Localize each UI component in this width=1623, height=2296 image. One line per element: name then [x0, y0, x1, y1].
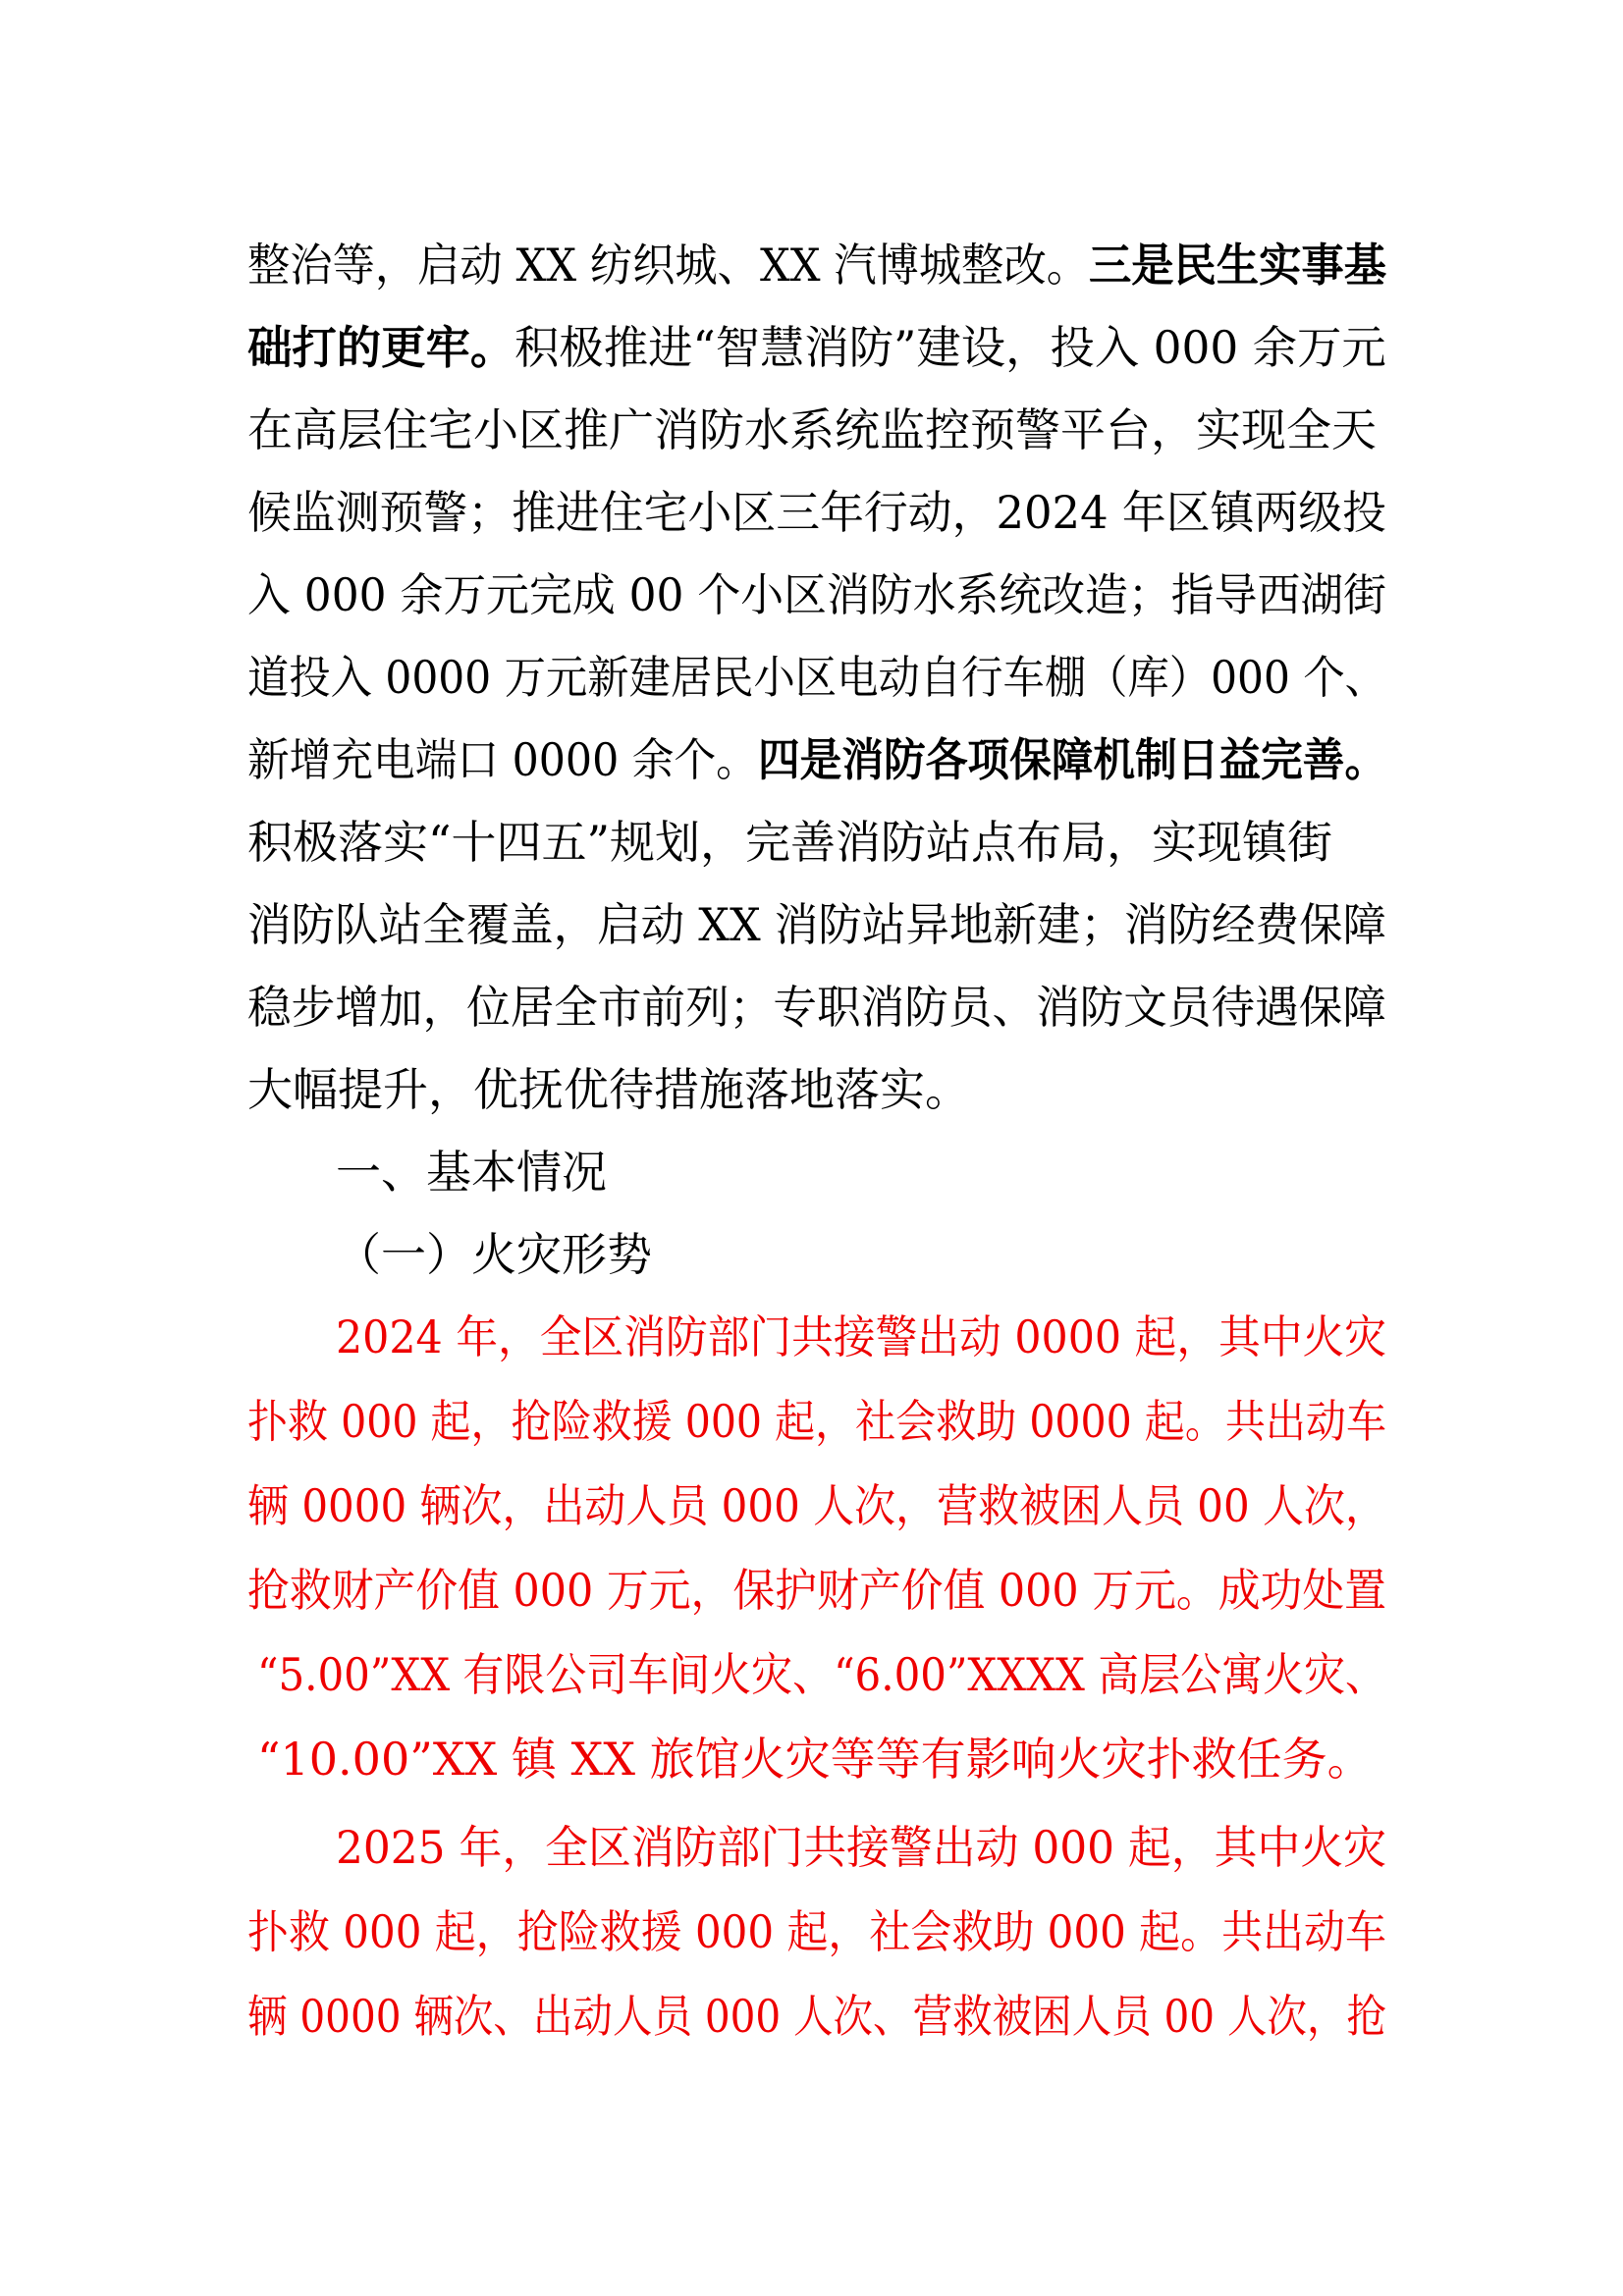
highlight-text-run: 扑救 000 起，抢险救援 000 起，社会救助 000 起。共出动车 — [247, 1905, 1386, 1958]
highlight-text-run: 2024 年，全区消防部门共接警出动 0000 起，其中火灾 — [336, 1310, 1386, 1363]
text-run: 候监测预警；推进住宅小区三年行动，2024 年区镇两级投 — [247, 486, 1386, 539]
paragraph-line — [0, 964, 1623, 1050]
highlight-text-run: 2025 年，全区消防部门共接警出动 000 起，其中火灾 — [336, 1821, 1386, 1874]
paragraph-line — [0, 1294, 1623, 1380]
text-run: 新增充电端口 0000 余个。 — [247, 733, 758, 786]
paragraph-line — [0, 387, 1623, 473]
highlight-text-run: 辆 0000 辆次、出动人员 000 人次、营救被困人员 00 人次，抢 — [247, 1990, 1386, 2043]
subsection-heading-text: （一）火灾形势 — [336, 1228, 652, 1281]
paragraph-line — [0, 1547, 1623, 1633]
paragraph-line — [0, 1973, 1623, 2059]
paragraph-line — [0, 304, 1623, 391]
text-run: 积极推进“智慧消防”建设，投入 000 余万元 — [514, 321, 1386, 374]
paragraph-line — [0, 552, 1623, 638]
paragraph-line — [0, 717, 1623, 803]
subsection-heading — [0, 1211, 1623, 1298]
highlight-text-run: “5.00”XX 有限公司车间火灾、“6.00”XXXX 高层公寓火灾、 — [257, 1648, 1386, 1701]
paragraph-line — [0, 881, 1623, 968]
bold-heading-run: 四是消防各项保障机制日益完善。 — [757, 733, 1386, 786]
highlight-text-run: 扑救 000 起，抢险救援 000 起，社会救助 0000 起。共出动车 — [247, 1395, 1386, 1448]
paragraph-line — [0, 1046, 1623, 1133]
text-run: 稳步增加，位居全市前列；专职消防员、消防文员待遇保障 — [247, 981, 1386, 1034]
paragraph-line — [0, 634, 1623, 721]
highlight-text-run: 辆 0000 辆次，出动人员 000 人次，营救被困人员 00 人次， — [247, 1479, 1386, 1532]
paragraph-line — [0, 799, 1623, 885]
highlight-text-run: 抢救财产价值 000 万元，保护财产价值 000 万元。成功处置 — [247, 1564, 1386, 1617]
paragraph-line — [0, 1716, 1623, 1802]
text-run: 道投入 0000 万元新建居民小区电动自行车棚（库）000 个、 — [247, 651, 1386, 704]
highlight-text-run: “10.00”XX 镇 XX 旅馆火灾等等有影响火灾扑救任务。 — [257, 1733, 1373, 1786]
text-run: 消防队站全覆盖，启动 XX 消防站异地新建；消防经费保障 — [247, 898, 1386, 951]
bold-heading-run: 三是民生实事基 — [1089, 239, 1386, 292]
text-run: 整治等，启动 XX 纺织城、XX 汽博城整改。 — [247, 239, 1090, 292]
bold-heading-run: 础打的更牢。 — [247, 321, 515, 374]
paragraph-line — [0, 1378, 1623, 1465]
text-run: 大幅提升，优抚优待措施落地落实。 — [247, 1063, 970, 1116]
paragraph-line — [0, 1889, 1623, 1975]
section-heading — [0, 1129, 1623, 1215]
paragraph-line — [0, 1631, 1623, 1718]
text-run: 积极落实“十四五”规划，完善消防站点布局，实现镇街 — [247, 816, 1333, 869]
paragraph-line — [0, 1463, 1623, 1549]
paragraph-line — [0, 1804, 1623, 1891]
text-run: 入 000 余万元完成 00 个小区消防水系统改造；指导西湖街 — [247, 568, 1386, 621]
section-heading-text: 一、基本情况 — [336, 1146, 607, 1199]
text-run: 在高层住宅小区推广消防水系统监控预警平台，实现全天 — [247, 403, 1377, 456]
paragraph-line — [0, 469, 1623, 556]
paragraph-line — [0, 222, 1623, 308]
